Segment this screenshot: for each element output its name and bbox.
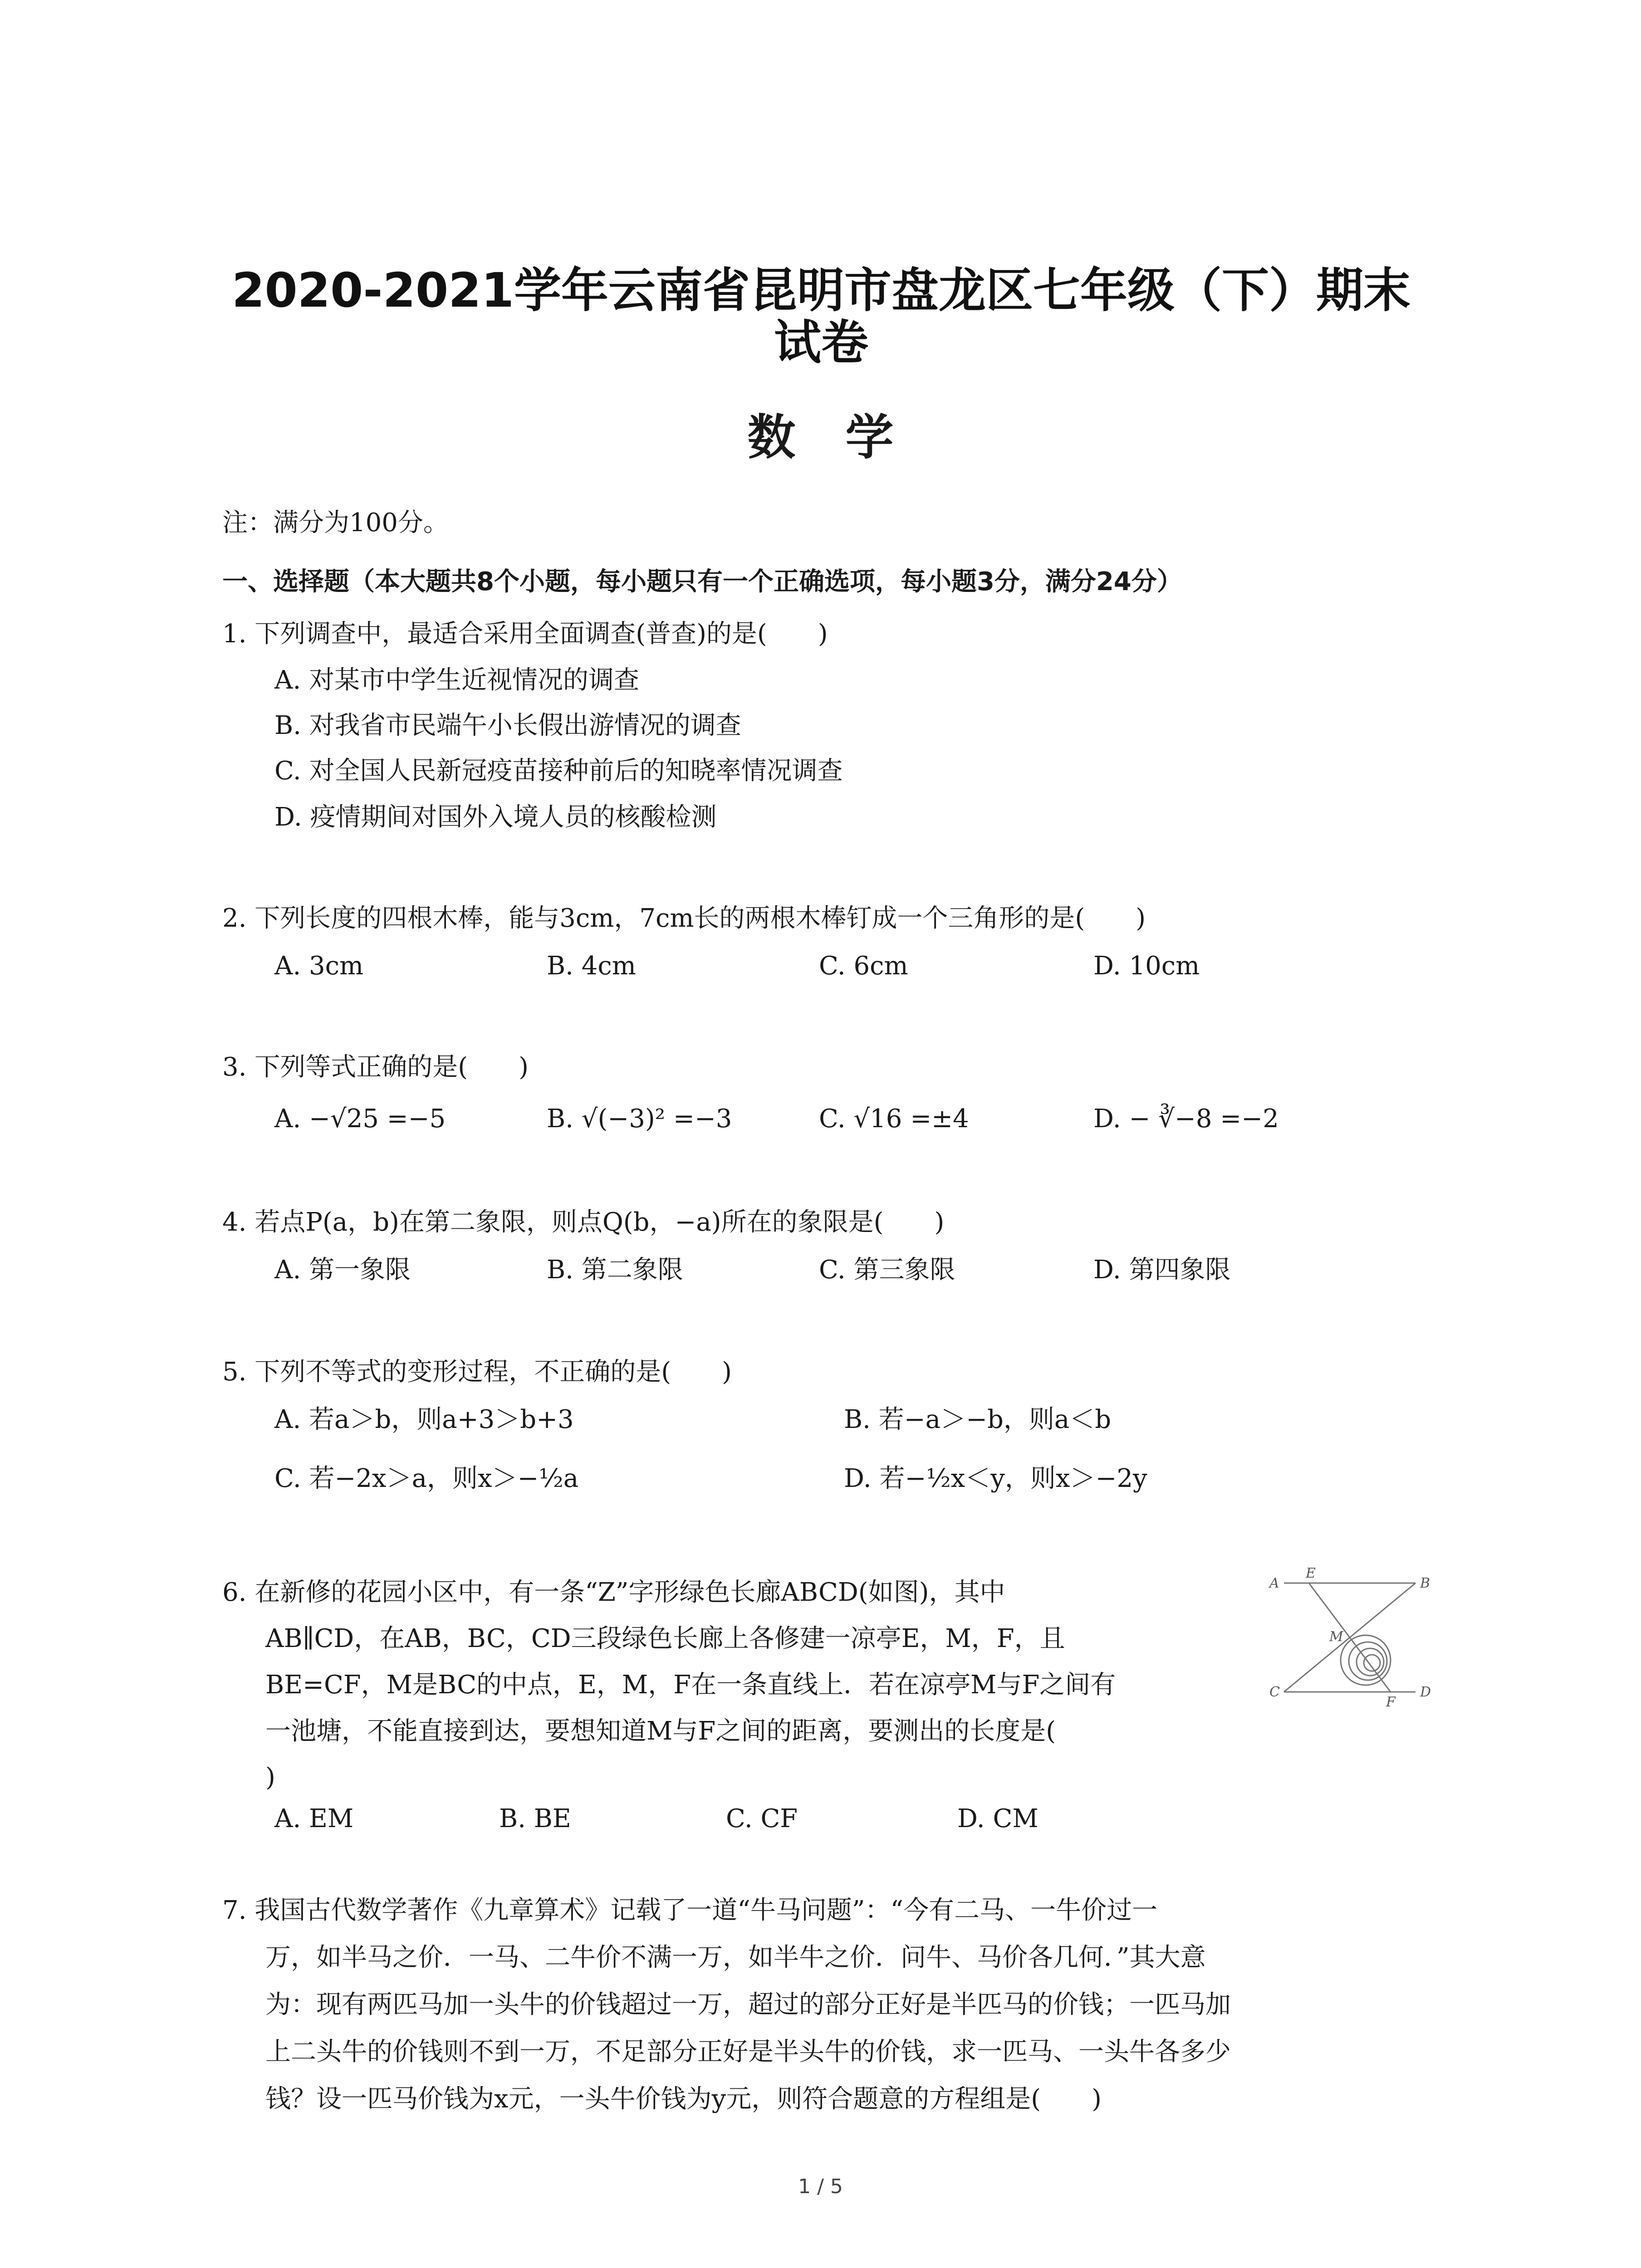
option-d: D. 疫情期间对国外入境人员的核酸检测 bbox=[274, 802, 717, 832]
label-b: B bbox=[1420, 1575, 1430, 1591]
label-f: F bbox=[1386, 1694, 1396, 1710]
z-corridor-figure bbox=[1266, 1565, 1438, 1710]
option-b: B. √(−3)² =−3 bbox=[547, 1104, 732, 1134]
stem-line: 钱？设一匹马价钱为x元，一头牛价钱为y元，则符合题意的方程组是( ) bbox=[265, 2084, 1102, 2114]
question-stem bbox=[222, 1569, 1252, 1801]
stem-line: 万，如半马之价．一马、二牛价不满一万，如半牛之价．问牛、马价各几何．”其大意 bbox=[265, 1943, 1206, 1972]
option-a: A. EM bbox=[274, 1804, 354, 1833]
pond-ring bbox=[1364, 1655, 1380, 1671]
option-b: B. BE bbox=[499, 1804, 571, 1833]
page-number: 1 / 5 bbox=[798, 2175, 843, 2198]
stem-line: 一池塘，不能直接到达，要想知道M与F之间的距离，要测出的长度是( bbox=[265, 1716, 1056, 1746]
option-c: C. 6cm bbox=[819, 951, 908, 981]
label-e: E bbox=[1306, 1565, 1316, 1581]
option-a: A. 3cm bbox=[274, 951, 364, 981]
question-stem: 4. 若点P(a，b)在第二象限，则点Q(b，−a)所在的象限是( ) bbox=[222, 1207, 945, 1237]
question-stem: 3. 下列等式正确的是( ) bbox=[222, 1052, 529, 1082]
question-stem bbox=[222, 1887, 1438, 2123]
stem-line: 为：现有两匹马加一头牛的价钱超过一万，超过的部分正好是半匹马的价钱；一匹马加 bbox=[265, 1990, 1231, 2019]
subject-heading: 数学 bbox=[747, 410, 944, 465]
option-c: C. 第三象限 bbox=[819, 1255, 955, 1285]
title-line-1: 2020-2021学年云南省昆明市盘龙区七年级（下）期末 bbox=[231, 263, 1411, 318]
option-b: B. 对我省市民端午小长假出游情况的调查 bbox=[274, 711, 741, 740]
option-c: C. √16 =±4 bbox=[819, 1104, 969, 1134]
option-d: D. − ∛−8 =−2 bbox=[1093, 1104, 1279, 1134]
title-line-2: 试卷 bbox=[774, 315, 868, 370]
score-note: 注：满分为100分。 bbox=[222, 508, 449, 538]
stem-line: 上二头牛的价钱则不到一万，不足部分正好是半头牛的价钱，求一匹马、一头牛各多少 bbox=[265, 2037, 1231, 2067]
option-a: A. −√25 =−5 bbox=[274, 1104, 446, 1134]
label-d: D bbox=[1420, 1684, 1431, 1700]
stem-line: 7. 我国古代数学著作《九章算术》记载了一道“牛马问题”：“今有二马、一牛价过一 bbox=[222, 1896, 1158, 1925]
label-c: C bbox=[1269, 1684, 1280, 1700]
option-b: B. 第二象限 bbox=[547, 1255, 683, 1285]
option-c: C. 若−2x＞a，则x＞−½a bbox=[274, 1464, 579, 1493]
question-stem: 2. 下列长度的四根木棒，能与3cm，7cm长的两根木棒钉成一个三角形的是( ) bbox=[222, 904, 1146, 933]
option-a: A. 对某市中学生近视情况的调查 bbox=[274, 665, 640, 695]
option-d: D. 若−½x＜y，则x＞−2y bbox=[844, 1464, 1147, 1493]
stem-line: 6. 在新修的花园小区中，有一条“Z”字形绿色长廊ABCD(如图)，其中 bbox=[222, 1578, 1005, 1607]
option-d: D. 10cm bbox=[1093, 951, 1200, 981]
question-stem: 5. 下列不等式的变形过程，不正确的是( ) bbox=[222, 1357, 732, 1387]
option-c: C. 对全国人民新冠疫苗接种前后的知晓率情况调查 bbox=[274, 756, 843, 786]
question-stem: 1. 下列调查中，最适合采用全面调查(普查)的是( ) bbox=[222, 619, 828, 649]
section-heading: 一、选择题（本大题共8个小题，每小题只有一个正确选项，每小题3分，满分24分） bbox=[222, 567, 1182, 596]
option-c: C. CF bbox=[726, 1804, 798, 1833]
segment-ef bbox=[1309, 1583, 1391, 1692]
option-b: B. 4cm bbox=[547, 951, 636, 981]
stem-line: AB∥CD，在AB，BC，CD三段绿色长廊上各修建一凉亭E，M，F，且 bbox=[265, 1624, 1065, 1653]
stem-line: BE=CF，M是BC的中点，E，M，F在一条直线上．若在凉亭M与F之间有 bbox=[265, 1670, 1116, 1700]
option-d: D. CM bbox=[957, 1804, 1038, 1833]
option-b: B. 若−a＞−b，则a＜b bbox=[844, 1405, 1112, 1434]
option-a: A. 第一象限 bbox=[274, 1255, 411, 1285]
option-a: A. 若a＞b，则a+3＞b+3 bbox=[274, 1405, 574, 1434]
label-a: A bbox=[1269, 1575, 1279, 1591]
stem-line: ) bbox=[265, 1763, 275, 1792]
option-d: D. 第四象限 bbox=[1093, 1255, 1231, 1285]
label-m: M bbox=[1329, 1629, 1343, 1645]
